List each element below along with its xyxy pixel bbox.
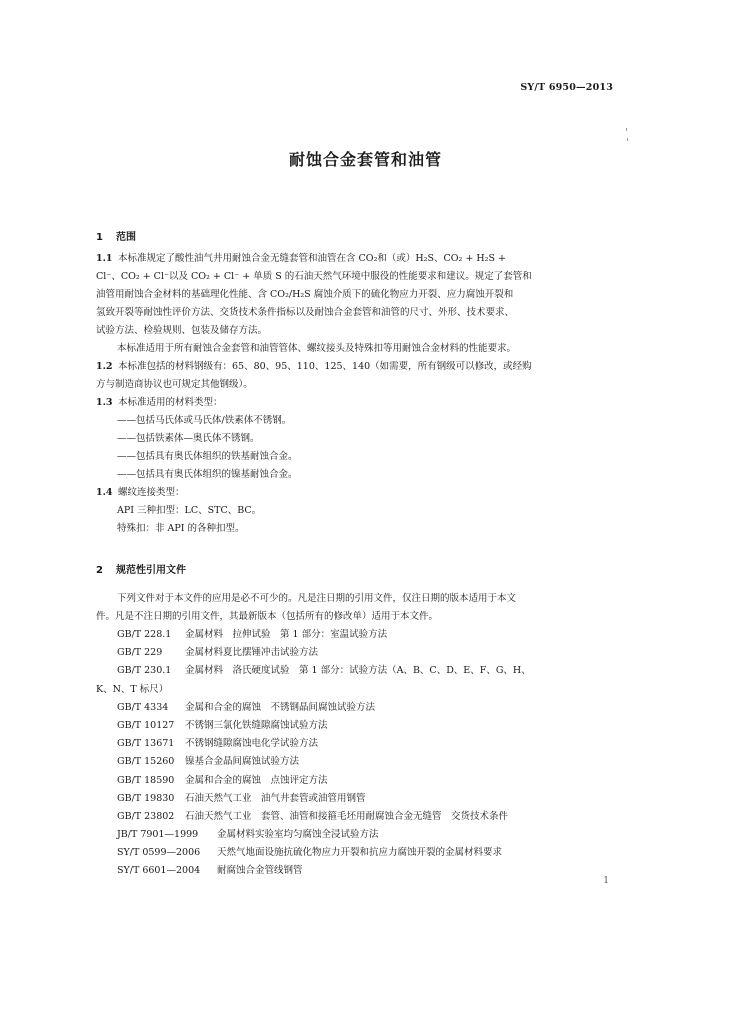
reference-item — [96, 826, 631, 844]
scan-speck — [627, 138, 628, 141]
reference-item — [96, 753, 631, 771]
reference-code: SY/T 0599—2006 — [117, 847, 201, 859]
clause-1-4 — [96, 484, 631, 502]
reference-item — [96, 662, 631, 680]
reference-title: 金属和合金的腐蚀 点蚀评定方法 — [185, 774, 328, 786]
section-2-number: 2 — [96, 565, 103, 576]
reference-title: 不锈钢三氯化铁缝隙腐蚀试验方法 — [185, 719, 328, 731]
paragraph-line: 本标准包括的材料钢级有：65、80、95、110、125、140（如需要，所有钢级可以修改，或经购 — [118, 361, 532, 372]
paragraph-line: 方与制造商协议也可规定其他钢级）。 — [96, 379, 253, 390]
list-item: ——包括具有奥氏体组织的铁基耐蚀合金。 — [117, 451, 298, 462]
clause-1-3 — [96, 394, 631, 412]
clause-number: 1.3 — [96, 397, 113, 408]
reference-title: K、N、T 标尺） — [96, 683, 169, 695]
reference-item — [96, 717, 631, 735]
reference-title: 天然气地面设施抗硫化物应力开裂和抗应力腐蚀开裂的金属材料要求 — [217, 847, 503, 859]
list-item: ——包括具有奥氏体组织的镍基耐蚀合金。 — [117, 469, 298, 480]
clause-number: 1.4 — [96, 487, 113, 498]
reference-item — [96, 772, 631, 790]
reference-title: 金属材料 拉伸试验 第 1 部分：室温试验方法 — [185, 629, 388, 640]
reference-code: GB/T 13671 — [117, 738, 175, 750]
reference-item — [96, 862, 631, 880]
section-1-number: 1 — [96, 232, 103, 243]
paragraph-line: 本标准适用于所有耐蚀合金套管和油管管体、螺纹接头及特殊扣等用耐蚀合金材料的性能要求。 — [117, 343, 517, 354]
section-2-heading — [96, 561, 186, 576]
reference-title: 金属材料夏比摆锤冲击试验方法 — [185, 647, 319, 659]
reference-title: 金属材料实验室均匀腐蚀全浸试验方法 — [217, 829, 379, 841]
reference-code: GB/T 10127 — [117, 719, 175, 731]
paragraph-line: 试验方法、检验规则、包装及储存方法。 — [96, 325, 268, 336]
reference-item — [96, 808, 631, 826]
section-1-body — [96, 250, 631, 538]
reference-item — [96, 790, 631, 808]
reference-title: 金属和合金的腐蚀 不锈钢晶间腐蚀试验方法 — [185, 701, 376, 713]
reference-continuation — [96, 681, 631, 699]
standard-code: SY/T 6950—2013 — [520, 82, 613, 93]
normative-references-list — [96, 626, 631, 881]
list-item: API 三种扣型：LC、STC、BC。 — [117, 505, 262, 516]
list-item: ——包括马氏体或马氏体/铁素体不锈钢。 — [117, 415, 292, 426]
section-1-title: 范围 — [116, 232, 136, 243]
reference-item — [96, 699, 631, 717]
reference-code: GB/T 4334 — [117, 701, 169, 713]
reference-title: 耐腐蚀合金管线钢管 — [217, 865, 303, 877]
paragraph-line: 本标准规定了酸性油气井用耐蚀合金无缝套管和油管在含 CO₂和（或）H₂S、CO₂ + H₂S + — [118, 253, 506, 264]
reference-title: 不锈钢缝隙腐蚀电化学试验方法 — [185, 738, 319, 750]
reference-title: 金属材料 洛氏硬度试验 第 1 部分：试验方法（A、B、C、D、E、F、G、H、 — [185, 665, 531, 677]
reference-item — [96, 844, 631, 862]
reference-code: GB/T 229 — [117, 647, 163, 659]
clause-number: 1.1 — [96, 253, 113, 264]
section-2-body — [96, 590, 631, 881]
reference-code: GB/T 23802 — [117, 810, 175, 822]
paragraph-line: Cl⁻、CO₂ + Cl⁻以及 CO₂ + Cl⁻ + 单质 S 的石油天然气环境中服役的性能要求和建议。规定了套管和 — [96, 271, 532, 282]
reference-title: 石油天然气工业 油气井套管或油管用钢管 — [185, 792, 366, 804]
list-item: ——包括铁素体—奥氏体不锈钢。 — [117, 433, 260, 444]
list-item: 特殊扣：非 API 的各种扣型。 — [117, 523, 245, 534]
paragraph-line: 件。凡是不注日期的引用文件，其最新版本（包括所有的修改单）适用于本文件。 — [96, 611, 439, 622]
document-title: 耐蚀合金套管和油管 — [288, 150, 442, 169]
paragraph-line: 本标准适用的材料类型： — [118, 397, 223, 408]
reference-item — [96, 626, 631, 644]
section-1-heading — [96, 228, 136, 243]
clause-number: 1.2 — [96, 361, 113, 372]
reference-code: GB/T 230.1 — [117, 665, 172, 677]
scan-speck — [626, 128, 627, 131]
reference-code: GB/T 18590 — [117, 774, 175, 786]
reference-code: GB/T 19830 — [117, 792, 175, 804]
section-2-title: 规范性引用文件 — [116, 565, 186, 576]
reference-code: GB/T 228.1 — [117, 629, 172, 640]
paragraph-line: 油管用耐蚀合金材料的基础理化性能、含 CO₂/H₂S 腐蚀介质下的硫化物应力开裂、应力腐蚀开裂和 — [96, 289, 514, 300]
reference-title: 石油天然气工业 套管、油管和接箍毛坯用耐腐蚀合金无缝管 交货技术条件 — [185, 810, 509, 822]
reference-code: GB/T 15260 — [117, 756, 175, 768]
clause-1-2 — [96, 358, 631, 376]
reference-title: 镍基合金晶间腐蚀试验方法 — [185, 756, 300, 768]
clause-1-1 — [96, 250, 631, 268]
paragraph-line: 下列文件对于本文件的应用是必不可少的。凡是注日期的引用文件，仅注日期的版本适用于本文 — [117, 593, 517, 604]
paragraph-line: 氢致开裂等耐蚀性评价方法、交货技术条件指标以及耐蚀合金套管和油管的尺寸、外形、技术要求、 — [96, 307, 515, 318]
reference-item — [96, 644, 631, 662]
page-number: 1 — [603, 876, 609, 886]
paragraph-line: 螺纹连接类型： — [118, 487, 185, 498]
reference-item — [96, 735, 631, 753]
reference-code: JB/T 7901—1999 — [117, 829, 199, 841]
reference-code: SY/T 6601—2004 — [117, 865, 201, 877]
